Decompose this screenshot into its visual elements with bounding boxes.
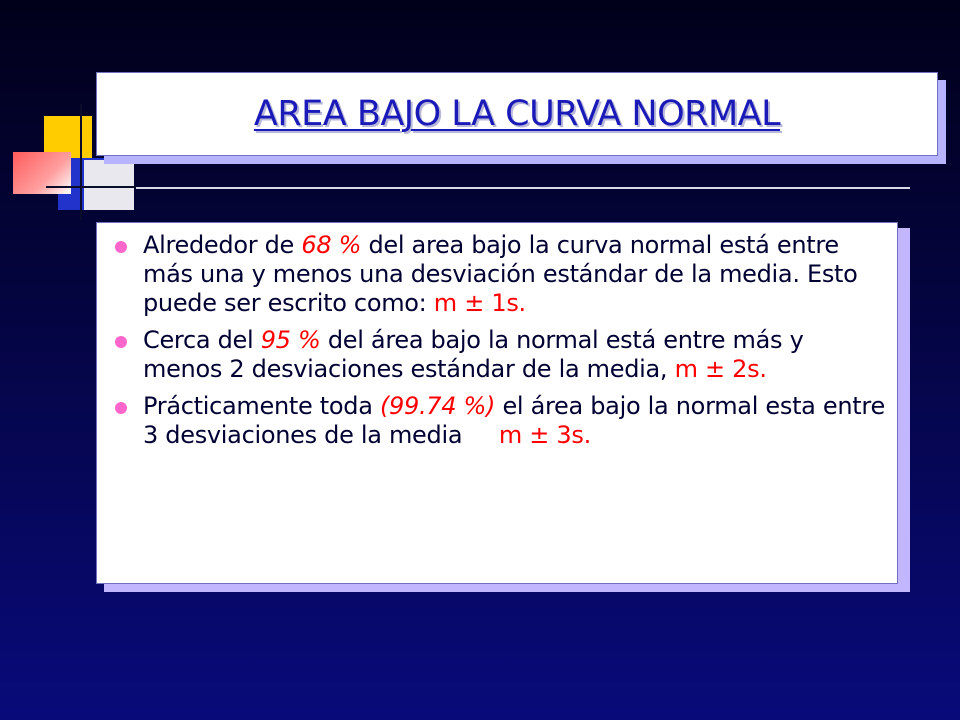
title-box	[96, 72, 938, 156]
bullet-text: el área bajo la normal esta entre 3 desviaciones de la media	[143, 392, 893, 449]
bullet-highlight: 95 %	[260, 326, 321, 354]
bullet-highlight: (99.74 %)	[379, 392, 496, 420]
decor-vertical-line	[80, 104, 82, 220]
content-box	[96, 222, 898, 584]
bullet-item	[115, 392, 893, 450]
bullet-text: Alrededor de	[143, 231, 302, 259]
bullet-formula: m ± 2s.	[674, 355, 767, 383]
bullet-item	[115, 326, 885, 384]
bullet-text: Cerca del	[143, 326, 261, 354]
bullet-list	[115, 231, 893, 458]
bullet-dot-icon	[115, 241, 127, 253]
bullet-formula: m ± 1s.	[433, 289, 526, 317]
bullet-text: Prácticamente toda	[143, 392, 380, 420]
bullet-text: del area bajo la curva normal está entre más una y menos una desviación estándar de la media. Esto puede ser escrito como:	[143, 231, 858, 317]
decor-white-square	[84, 160, 134, 210]
bullet-text: del área bajo la normal está entre más y menos 2 desviaciones estándar de la media,	[143, 326, 804, 383]
bullet-highlight: 68 %	[301, 231, 362, 259]
bullet-formula: m ± 3s.	[498, 421, 591, 449]
slide-title: AREA BAJO LA CURVA NORMAL	[253, 94, 781, 134]
bullet-dot-icon	[115, 402, 127, 414]
bullet-dot-icon	[115, 336, 127, 348]
decor-horizontal-line-dark	[46, 186, 136, 188]
decor-horizontal-line	[136, 187, 910, 189]
bullet-item	[115, 231, 885, 318]
